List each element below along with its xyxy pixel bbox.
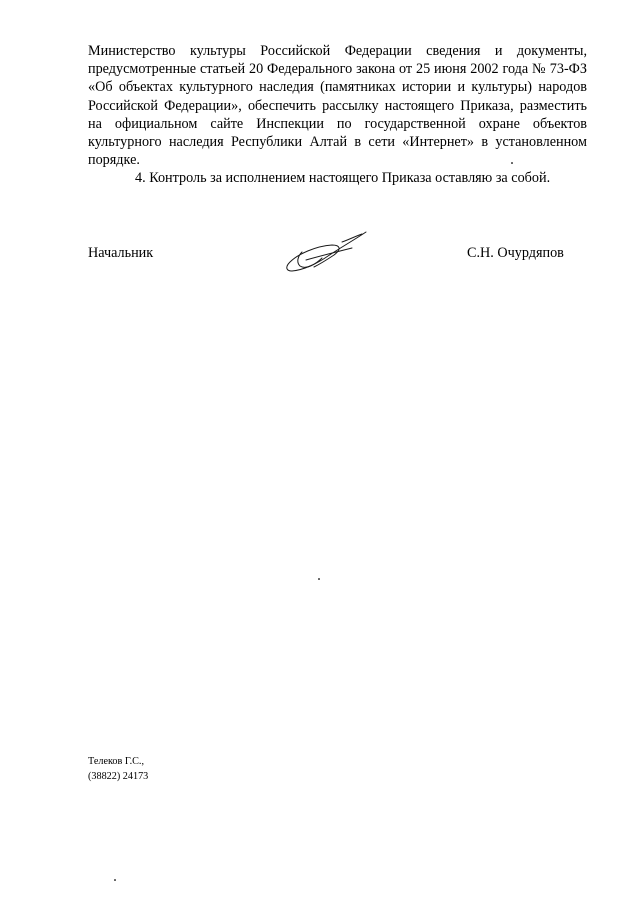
paragraph-continuation: Министерство культуры Российской Федерации сведения и документы, предусмотренные статьей 20 Федерального закона от 25 июня 2002 года № 73-ФЗ «Об объектах культурного наследия (памятниках истории и культуры) народов Российской Федерации», обеспечить рассылку настоящего Приказа, разместить на официальном сайте Инспекции по государственной охране объектов культурного наследия Республики Алтай в сети «Интернет» в установленном порядке. [88,43,587,169]
executor-block [88,755,148,784]
signatory-title: Начальник [88,245,154,261]
scan-speck [511,162,513,164]
paragraph-clause-4: 4. Контроль за исполнением настоящего Приказа оставляю за собой. [135,170,551,187]
signatory-name: С.Н. Очурдяпов [467,245,564,261]
executor-phone: (38822) 24173 [88,770,149,782]
handwritten-signature [282,226,372,276]
executor-name: Телеков Г.С., [88,756,145,767]
scan-speck [114,879,116,881]
document-body [88,42,587,188]
scan-speck [318,578,320,580]
